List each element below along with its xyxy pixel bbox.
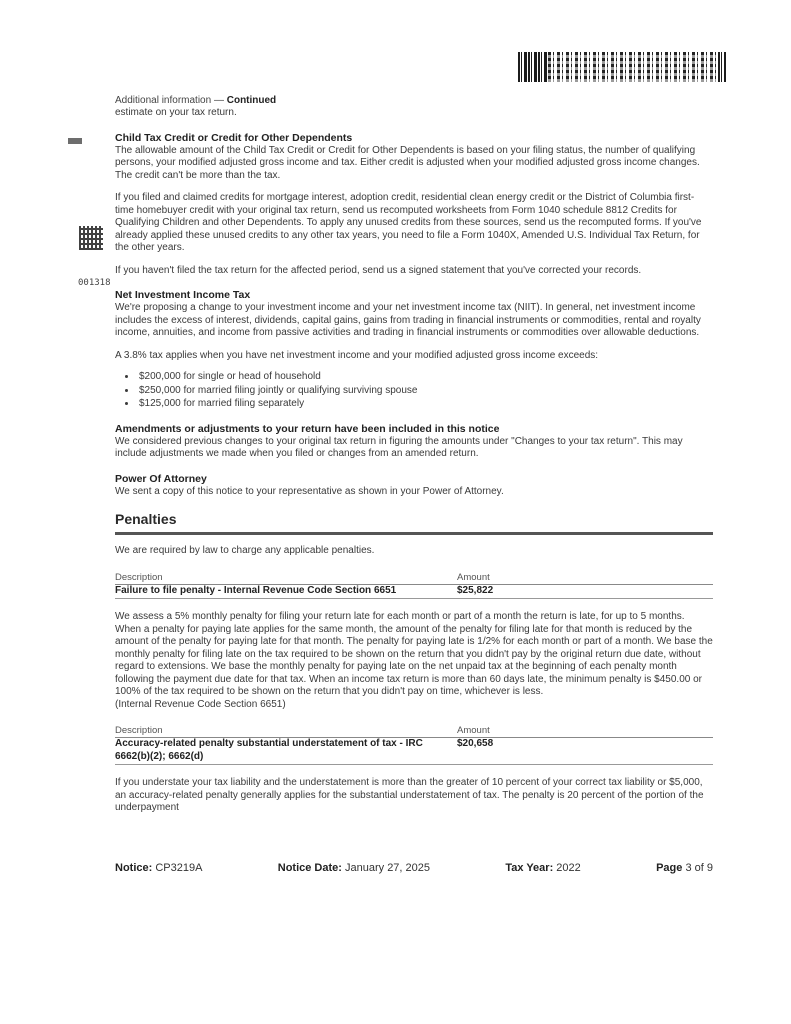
- date-value: January 27, 2025: [345, 862, 431, 874]
- continued-prefix: Additional information —: [115, 95, 227, 106]
- tax-year: [505, 862, 580, 874]
- notice-footer: [115, 862, 713, 874]
- penalty-2-text: If you understate your tax liability and the understatement is more than the greater of 10 percent of your correct tax liability or $5,000, an accuracy-related penalty generally applies for the substantial understatement of tax. The penalty is 20 percent of the portion of the underpayment: [115, 777, 704, 813]
- description-header: Description: [115, 571, 163, 583]
- niit-paragraph-1: We're proposing a change to your investment income and your net investment income tax (NIIT). In general, net investment income includes the excess of interest, dividends, capital gains, gains from trading in financial instruments or commodities, rental and royalty income, annuities, and income from passive activities and trading in financial instruments or commodities over allowable deductions.: [115, 302, 701, 338]
- list-item: • $200,000 for single or head of household: [137, 370, 713, 384]
- poa-paragraph: We sent a copy of this notice to your representative as shown in your Power of Attorney.: [115, 485, 504, 497]
- barcode-image: [518, 52, 726, 82]
- year-value: 2022: [556, 862, 581, 874]
- amendments-paragraph: We considered previous changes to your original tax return in figuring the amounts under "Changes to your tax return". This may include adjustments we made when you filed or changes from an amended return.: [115, 435, 683, 459]
- list-item: • $125,000 for married filing separately: [137, 397, 713, 411]
- notice-date: [278, 862, 430, 874]
- page-label: Page: [656, 862, 683, 874]
- continued-label: [115, 94, 713, 107]
- niit-heading: Net Investment Income Tax: [115, 289, 251, 301]
- child-tax-paragraph-3: If you haven't filed the tax return for the affected period, send us a signed statement that you've corrected your records.: [115, 264, 642, 276]
- niit-threshold-list: [115, 370, 713, 411]
- poa-heading: Power Of Attorney: [115, 472, 207, 485]
- niit-paragraph-2: A 3.8% tax applies when you have net investment income and your modified adjusted gross income exceeds:: [115, 349, 599, 361]
- description-header: Description: [115, 725, 163, 736]
- table-row: [115, 585, 713, 600]
- date-label: Notice Date:: [277, 862, 342, 874]
- penalty-1-text: We assess a 5% monthly penalty for filing your return late for each month or part of a month the return is late, for up to 5 months. When a penalty for paying late applies for the same month, the amount of the penalty for filing late for that month is reduced by the amount of the penalty for paying late for that month. The penalty for paying late is 1/2% for each month or part of a month. We base the monthly penalty for filing late on the tax required to be shown on the return that you didn't pay by the original return due date, without regard to extensions. We base the monthly penalty for paying late on the net unpaid tax at the beginning of each penalty month following the payment due date for that tax. When an income tax return is more than 60 days late, the minimum penalty is $450.00 or 100% of the tax required to be shown on the return that you didn't pay on time, whichever is less.: [115, 611, 713, 697]
- notice-content: [115, 94, 713, 815]
- side-code: 001318: [78, 278, 111, 288]
- penalty-description: Accuracy-related penalty substantial understatement of tax - IRC 6662(b)(2); 6662(d): [115, 738, 423, 762]
- amendments-heading: Amendments or adjustments to your return have been included in this notice: [115, 422, 500, 435]
- page-value: 3 of 9: [685, 862, 713, 874]
- notice-id: [115, 862, 202, 874]
- penalty-1-citation: (Internal Revenue Code Section 6651): [115, 698, 286, 710]
- penalty-1-header: [115, 572, 713, 585]
- penalty-amount: $20,658: [457, 738, 494, 749]
- penalty-amount: $25,822: [457, 584, 494, 596]
- table-row: [115, 738, 713, 765]
- list-item: • $250,000 for married filing jointly or qualifying surviving spouse: [137, 384, 713, 398]
- penalty-2-header: [115, 725, 713, 738]
- intro-line: estimate on your tax return.: [115, 107, 237, 118]
- penalties-title: Penalties: [115, 511, 177, 527]
- child-tax-paragraph-2: If you filed and claimed credits for mortgage interest, adoption credit, residential clean energy credit or the District of Columbia first-time homebuyer credit with your original tax return, send us recomputed worksheets from Form 1040 schedule 8812 Credits for Qualifying Children and other Dependents. To apply any unused credits from these sources, send us the recomputed forms. If you've already applied these unused credits to any other tax years, you need to file a Form 1040X, Amended U.S. Individual Tax Return, for the other years.: [115, 192, 702, 253]
- notice-value: CP3219A: [155, 862, 203, 874]
- qr-code-image: [79, 226, 103, 250]
- child-tax-heading: Child Tax Credit or Credit for Other Dependents: [115, 131, 353, 144]
- year-label: Tax Year:: [505, 862, 554, 874]
- page-number: [656, 862, 713, 874]
- amount-header: Amount: [457, 571, 490, 583]
- penalty-description: Failure to file penalty - Internal Revenue Code Section 6651: [115, 584, 397, 596]
- amount-header: Amount: [457, 725, 490, 736]
- penalties-intro: We are required by law to charge any applicable penalties.: [115, 545, 375, 556]
- child-tax-paragraph-1: The allowable amount of the Child Tax Credit or Credit for Other Dependents is based on your filing status, the number of qualifying persons, your modified adjusted gross income and tax. Either credit is adjusted when your modified adjusted gross income changes. The credit can't be more than the tax.: [115, 144, 700, 181]
- margin-mark: [68, 138, 82, 144]
- continued-bold: Continued: [226, 95, 277, 106]
- notice-label: Notice:: [115, 862, 153, 874]
